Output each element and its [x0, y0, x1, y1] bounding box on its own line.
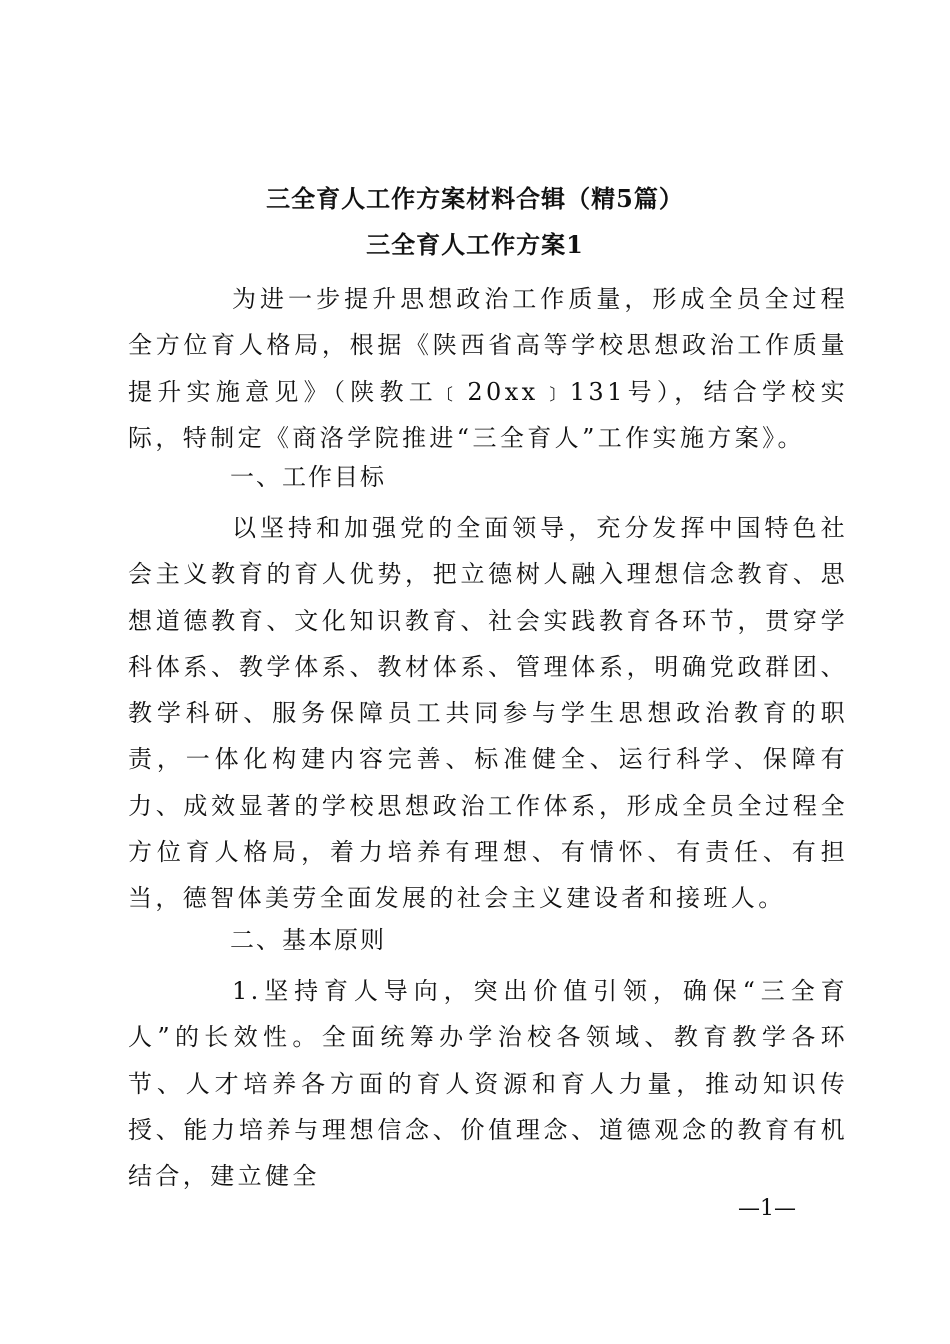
document-main-title: 三全育人工作方案材料合辑（精5篇） [266, 184, 684, 213]
section-heading-work-goals: 一、工作目标 [230, 463, 386, 491]
paragraph-work-goals: 以坚持和加强党的全面领导，充分发挥中国特色社会主义教育的育人优势，把立德树人融入理想信念教育、思想道德教育、文化知识教育、社会实践教育各环节，贯穿学科体系、教学体系、教材体系、管理体系，明确党政群团、教学科研、服务保障员工共同参与学生思想政治教育的职责，一体化构建内容完善、标准健全、运行科学、保障有力、成效显著的学校思想政治工作体系，形成全员全过程全方位育人格局，着力培养有理想、有情怀、有责任、有担当，德智体美劳全面发展的社会主义建设者和接班人。 [128, 514, 848, 913]
section-heading-basic-principles: 二、基本原则 [230, 926, 386, 954]
page-number: —1— [738, 1196, 796, 1221]
paragraph-principle-1: 1.坚持育人导向，突出价值引领，确保“三全育人”的长效性。全面统筹办学治校各领域、教育教学各环节、人才培养各方面的育人资源和育人力量，推动知识传授、能力培养与理想信念、价值理念、道德观念的教育有机结合，建立健全 [128, 977, 848, 1191]
document-sub-title: 三全育人工作方案1 [366, 230, 584, 259]
paragraph-intro: 为进一步提升思想政治工作质量，形成全员全过程全方位育人格局，根据《陕西省高等学校思想政治工作质量提升实施意见》（陕教工﹝20xx﹞131号），结合学校实际，特制定《商洛学院推进“三全育人”工作实施方案》。 [128, 285, 848, 452]
